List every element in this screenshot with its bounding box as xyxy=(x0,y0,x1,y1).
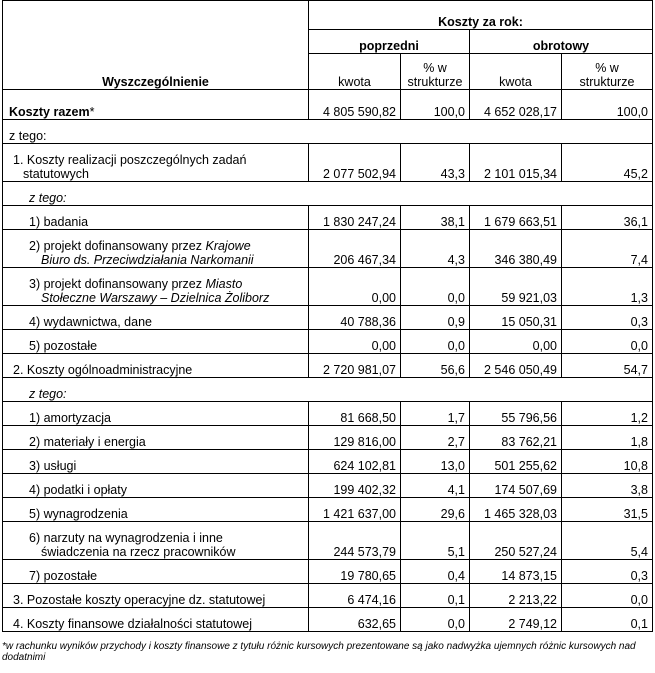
row-curr-amount: 1 465 328,03 xyxy=(470,498,562,522)
table-row-section1 xyxy=(3,144,653,182)
row-prev-pct: 38,1 xyxy=(401,206,470,230)
header-curr-kwota: kwota xyxy=(470,54,562,90)
section3-prev-pct: 0,1 xyxy=(401,584,470,608)
total-curr-pct: 100,0 xyxy=(562,90,653,120)
row-prev-pct: 0,9 xyxy=(401,306,470,330)
row-label: 4) wydawnictwa, dane xyxy=(3,306,309,330)
header-prev-year: poprzedni xyxy=(309,30,470,54)
section1-curr-amount: 2 101 015,34 xyxy=(470,144,562,182)
section1-z-tego: z tego: xyxy=(3,182,653,206)
section1-curr-pct: 45,2 xyxy=(562,144,653,182)
row-prev-pct: 29,6 xyxy=(401,498,470,522)
row-label: 5) wynagrodzenia xyxy=(3,498,309,522)
row-label: 2) materiały i energia xyxy=(3,426,309,450)
row-curr-amount: 250 527,24 xyxy=(470,522,562,560)
section4-prev-amount: 632,65 xyxy=(309,608,401,632)
table-row xyxy=(3,498,653,522)
section4-label: 4. Koszty finansowe działalności statutowej xyxy=(3,608,309,632)
row-prev-amount: 19 780,65 xyxy=(309,560,401,584)
cost-table xyxy=(2,0,653,632)
header-group: Koszty za rok: xyxy=(309,1,653,30)
row-label: 2) projekt dofinansowany przez Krajowe Biuro ds. Przeciwdziałania Narkomanii xyxy=(3,230,309,268)
section3-prev-amount: 6 474,16 xyxy=(309,584,401,608)
row-prev-pct: 0,0 xyxy=(401,330,470,354)
header-curr-pct: % w strukturze xyxy=(562,54,653,90)
table-row xyxy=(3,330,653,354)
row-prev-amount: 40 788,36 xyxy=(309,306,401,330)
section1-prev-amount: 2 077 502,94 xyxy=(309,144,401,182)
row-prev-amount: 244 573,79 xyxy=(309,522,401,560)
row-curr-pct: 1,8 xyxy=(562,426,653,450)
row-label: 1) badania xyxy=(3,206,309,230)
row-prev-pct: 0,4 xyxy=(401,560,470,584)
section4-prev-pct: 0,0 xyxy=(401,608,470,632)
table-row xyxy=(3,522,653,560)
row-curr-amount: 55 796,56 xyxy=(470,402,562,426)
total-prev-pct: 100,0 xyxy=(401,90,470,120)
table-row xyxy=(3,268,653,306)
row-prev-amount: 129 816,00 xyxy=(309,426,401,450)
row-curr-amount: 0,00 xyxy=(470,330,562,354)
row-prev-amount: 1 830 247,24 xyxy=(309,206,401,230)
row-curr-amount: 59 921,03 xyxy=(470,268,562,306)
section2-curr-pct: 54,7 xyxy=(562,354,653,378)
row-prev-pct: 4,3 xyxy=(401,230,470,268)
row-curr-pct: 1,3 xyxy=(562,268,653,306)
row-prev-amount: 81 668,50 xyxy=(309,402,401,426)
section4-curr-pct: 0,1 xyxy=(562,608,653,632)
header-curr-year: obrotowy xyxy=(470,30,653,54)
section4-curr-amount: 2 749,12 xyxy=(470,608,562,632)
row-label: 5) pozostałe xyxy=(3,330,309,354)
row-curr-amount: 14 873,15 xyxy=(470,560,562,584)
table-row xyxy=(3,560,653,584)
row-prev-amount: 199 402,32 xyxy=(309,474,401,498)
row-curr-pct: 0,3 xyxy=(562,306,653,330)
table-row xyxy=(3,306,653,330)
row-prev-amount: 0,00 xyxy=(309,330,401,354)
table-row xyxy=(3,402,653,426)
table-row-section2 xyxy=(3,354,653,378)
row-label: 3) usługi xyxy=(3,450,309,474)
section2-label: 2. Koszty ogólnoadministracyjne xyxy=(3,354,309,378)
header-col-name: Wyszczególnienie xyxy=(3,1,309,90)
section1-label: 1. Koszty realizacji poszczególnych zadań statutowych xyxy=(3,144,309,182)
row-curr-amount: 15 050,31 xyxy=(470,306,562,330)
table-row xyxy=(3,426,653,450)
section2-prev-amount: 2 720 981,07 xyxy=(309,354,401,378)
section1-prev-pct: 43,3 xyxy=(401,144,470,182)
row-label: 6) narzuty na wynagrodzenia i inne świadczenia na rzecz pracowników xyxy=(3,522,309,560)
total-prev-amount: 4 805 590,82 xyxy=(309,90,401,120)
section2-z-tego: z tego: xyxy=(3,378,653,402)
header-prev-pct: % w strukturze xyxy=(401,54,470,90)
row-curr-pct: 1,2 xyxy=(562,402,653,426)
total-curr-amount: 4 652 028,17 xyxy=(470,90,562,120)
row-curr-amount: 1 679 663,51 xyxy=(470,206,562,230)
row-curr-pct: 0,0 xyxy=(562,330,653,354)
row-curr-pct: 5,4 xyxy=(562,522,653,560)
section2-prev-pct: 56,6 xyxy=(401,354,470,378)
row-curr-pct: 7,4 xyxy=(562,230,653,268)
section3-curr-pct: 0,0 xyxy=(562,584,653,608)
row-curr-pct: 36,1 xyxy=(562,206,653,230)
row-prev-amount: 1 421 637,00 xyxy=(309,498,401,522)
table-row xyxy=(3,230,653,268)
row-prev-amount: 624 102,81 xyxy=(309,450,401,474)
row-curr-amount: 174 507,69 xyxy=(470,474,562,498)
row-curr-pct: 31,5 xyxy=(562,498,653,522)
header-prev-kwota: kwota xyxy=(309,54,401,90)
footnote: *w rachunku wyników przychody i koszty finansowe z tytułu różnic kursowych prezentowane są jako nadwyżka ujemnych różnic kursowych nad dodatnimi xyxy=(2,641,636,663)
row-prev-amount: 0,00 xyxy=(309,268,401,306)
row-curr-pct: 0,3 xyxy=(562,560,653,584)
row-curr-pct: 10,8 xyxy=(562,450,653,474)
row-curr-pct: 3,8 xyxy=(562,474,653,498)
row-curr-amount: 83 762,21 xyxy=(470,426,562,450)
row-prev-pct: 0,0 xyxy=(401,268,470,306)
row-prev-pct: 13,0 xyxy=(401,450,470,474)
section3-curr-amount: 2 213,22 xyxy=(470,584,562,608)
z-tego-main: z tego: xyxy=(3,120,653,144)
section2-curr-amount: 2 546 050,49 xyxy=(470,354,562,378)
row-label: 4) podatki i opłaty xyxy=(3,474,309,498)
table-row-section3 xyxy=(3,584,653,608)
table-row xyxy=(3,474,653,498)
total-label: Koszty razem* xyxy=(3,90,309,120)
row-label: 7) pozostałe xyxy=(3,560,309,584)
row-prev-pct: 5,1 xyxy=(401,522,470,560)
table-row-section4 xyxy=(3,608,653,632)
row-label: 1) amortyzacja xyxy=(3,402,309,426)
table-row xyxy=(3,206,653,230)
section3-label: 3. Pozostałe koszty operacyjne dz. statutowej xyxy=(3,584,309,608)
row-prev-pct: 1,7 xyxy=(401,402,470,426)
row-prev-amount: 206 467,34 xyxy=(309,230,401,268)
row-label: 3) projekt dofinansowany przez Miasto Stołeczne Warszawy – Dzielnica Żoliborz xyxy=(3,268,309,306)
row-curr-amount: 501 255,62 xyxy=(470,450,562,474)
table-row xyxy=(3,450,653,474)
row-prev-pct: 2,7 xyxy=(401,426,470,450)
table-row-total xyxy=(3,90,653,120)
row-prev-pct: 4,1 xyxy=(401,474,470,498)
row-curr-amount: 346 380,49 xyxy=(470,230,562,268)
